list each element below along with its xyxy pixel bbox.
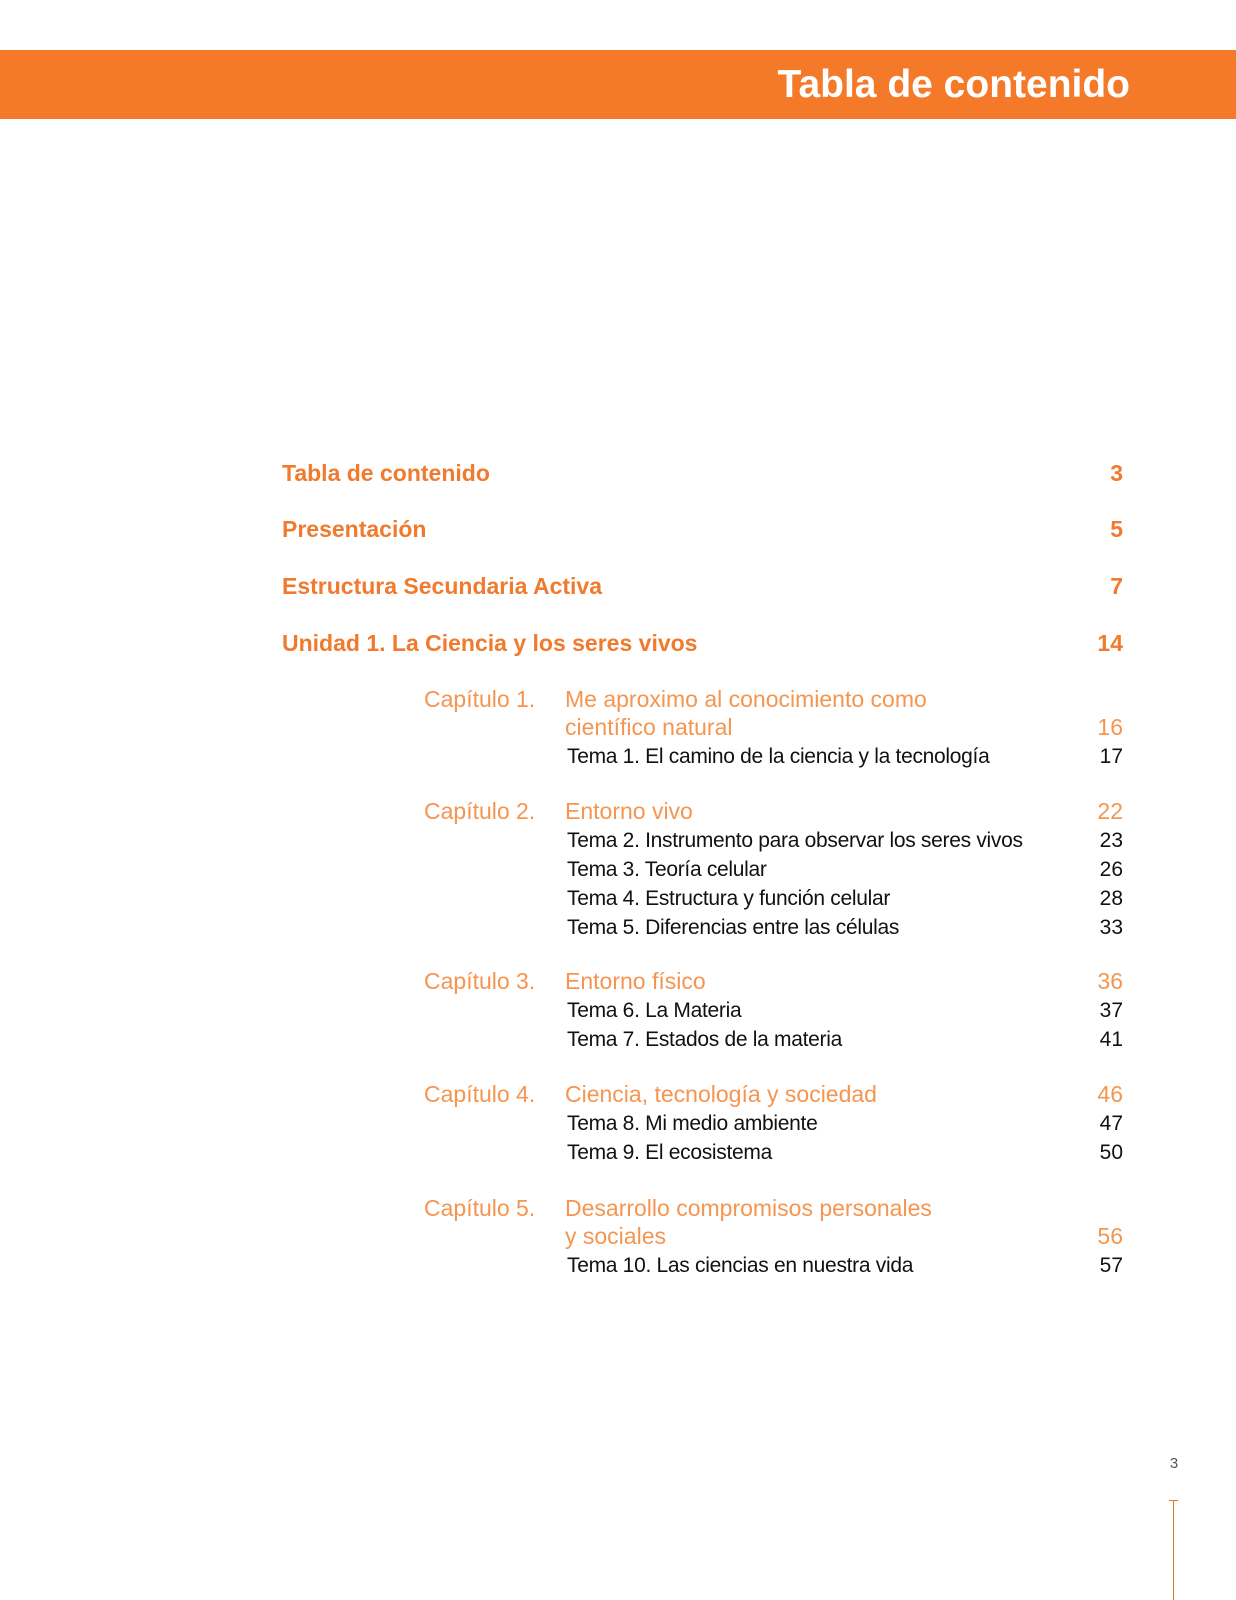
chapter-title: Entorno vivo (565, 798, 693, 824)
tema-label: Tema 2. Instrumento para observar los seres vivos (567, 829, 1023, 852)
chapter-title: Ciencia, tecnología y sociedad (565, 1081, 877, 1107)
chapter-title: Me aproximo al conocimiento como (565, 686, 927, 712)
tema-page: 33 (1099, 916, 1123, 939)
toc-entry-unidad-1[interactable] (282, 628, 1123, 658)
tema-label: Tema 3. Teoría celular (567, 858, 767, 881)
tema-page: 26 (1099, 858, 1123, 881)
chapter-title: Desarrollo compromisos personales (565, 1195, 932, 1221)
tema-5[interactable] (567, 913, 1123, 942)
page-edge-marker (1173, 1500, 1174, 1600)
tema-label: Tema 1. El camino de la ciencia y la tecnología (567, 745, 990, 768)
tema-page: 17 (1099, 745, 1123, 768)
tema-2[interactable] (567, 826, 1123, 855)
toc-entry-label: Presentación (282, 516, 427, 542)
tema-label: Tema 6. La Materia (567, 999, 742, 1022)
chapter-page: 56 (1097, 1223, 1123, 1249)
tema-label: Tema 5. Diferencias entre las células (567, 916, 900, 939)
tema-page: 50 (1099, 1141, 1123, 1164)
tema-label: Tema 9. El ecosistema (567, 1141, 772, 1164)
chapter-page: 16 (1097, 714, 1123, 740)
page-number: 3 (1169, 1455, 1179, 1472)
tema-page: 37 (1099, 999, 1123, 1022)
toc-entry-label: Tabla de contenido (282, 460, 490, 486)
chapter-title-continued: científico natural (565, 714, 733, 740)
tema-page: 47 (1099, 1112, 1123, 1135)
toc-entry-page: 5 (1110, 516, 1123, 542)
toc-entry-page: 14 (1097, 630, 1123, 656)
toc-entry-tabla[interactable] (282, 458, 1123, 488)
tema-label: Tema 10. Las ciencias en nuestra vida (567, 1254, 914, 1277)
tema-page: 28 (1099, 887, 1123, 910)
tema-page: 57 (1099, 1254, 1123, 1277)
chapter-label: Capítulo 3. (424, 968, 536, 994)
tema-4[interactable] (567, 884, 1123, 913)
tema-1[interactable] (567, 742, 1123, 771)
toc-entry-label: Estructura Secundaria Activa (282, 573, 602, 599)
chapter-page: 36 (1097, 968, 1123, 994)
toc-entry-page: 7 (1110, 573, 1123, 599)
tema-7[interactable] (567, 1025, 1123, 1054)
chapter-label: Capítulo 5. (424, 1195, 536, 1221)
tema-3[interactable] (567, 855, 1123, 884)
tema-8[interactable] (567, 1109, 1123, 1138)
tema-10[interactable] (567, 1251, 1123, 1280)
toc-entry-page: 3 (1110, 460, 1123, 486)
chapter-title: Entorno físico (565, 968, 706, 994)
toc-entry-label: Unidad 1. La Ciencia y los seres vivos (282, 630, 698, 656)
chapter-page: 46 (1097, 1081, 1123, 1107)
chapter-label: Capítulo 2. (424, 798, 536, 824)
tema-label: Tema 7. Estados de la materia (567, 1028, 842, 1051)
tema-page: 23 (1099, 829, 1123, 852)
chapter-title-continued: y sociales (565, 1223, 666, 1249)
page-title: Tabla de contenido (777, 63, 1130, 106)
chapter-page: 22 (1097, 798, 1123, 824)
chapter-label: Capítulo 4. (424, 1081, 536, 1107)
toc-entry-estructura[interactable] (282, 571, 1123, 601)
tema-label: Tema 4. Estructura y función celular (567, 887, 891, 910)
tema-label: Tema 8. Mi medio ambiente (567, 1112, 818, 1135)
tema-page: 41 (1099, 1028, 1123, 1051)
tema-6[interactable] (567, 996, 1123, 1025)
toc-entry-presentacion[interactable] (282, 514, 1123, 544)
chapter-label: Capítulo 1. (424, 686, 536, 712)
tema-9[interactable] (567, 1138, 1123, 1167)
